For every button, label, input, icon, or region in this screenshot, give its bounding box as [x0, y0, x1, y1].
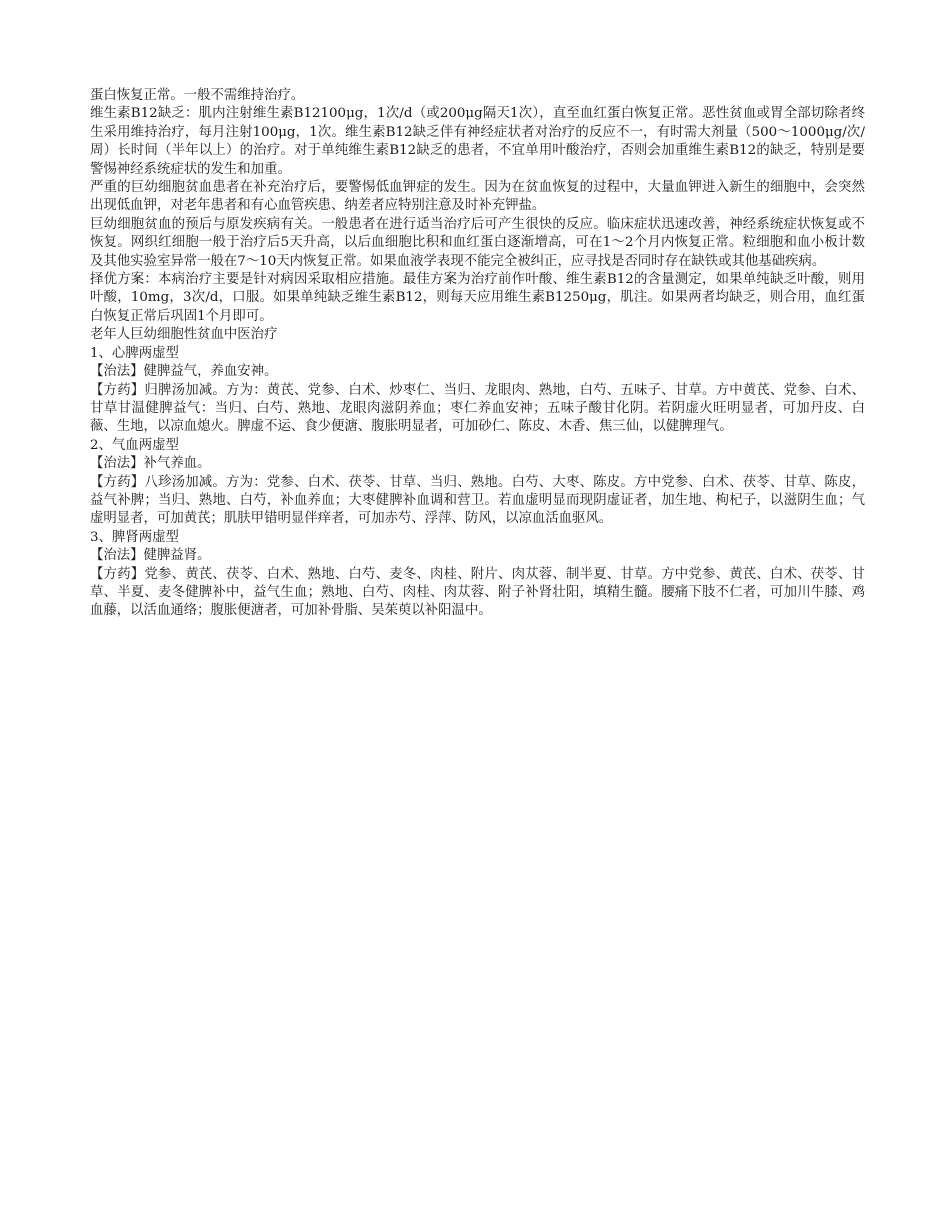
document-body — [90, 87, 865, 621]
prescription-2: 【方药】八珍汤加减。方为：党参、白术、茯苓、甘草、当归、熟地。白芍、大枣、陈皮。方中党参、白术、茯苓、甘草、陈皮，益气补脾；当归、熟地、白芍，补血养血；大枣健脾补血调和营卫。若血虚明显而现阴虚证者，加生地、枸杞子，以滋阴生血；气虚明显者，可加黄芪；肌肤甲错明显伴痒者，可加赤芍、浮萍、防风，以凉血活血驱风。 — [90, 474, 865, 527]
treatment-method-1: 【治法】健脾益气，养血安神。 — [90, 364, 278, 380]
paragraph-b12-deficiency: 维生素B12缺乏：肌内注射维生素B12100μg，1次/d（或200μg隔天1次），直至血红蛋白恢复正常。恶性贫血或胃全部切除者终生采用维持治疗，每月注射100μg，1次。维生素B12缺乏伴有神经症状者对治疗的反应不一，有时需大剂量（500～1000μg/次/周）长时间（半年以上）的治疗。对于单纯维生素B12缺乏的患者，不宜单用叶酸治疗，否则会加重维生素B12的缺乏，特别是要警惕神经系统症状的发生和加重。 — [90, 106, 865, 177]
subheading-spleen-kidney: 3、脾肾两虚型 — [90, 529, 179, 545]
paragraph-continuation: 蛋白恢复正常。一般不需维持治疗。 — [90, 88, 305, 103]
section-heading-tcm: 老年人巨幼细胞性贫血中医治疗 — [90, 327, 278, 343]
prescription-3: 【方药】党参、黄芪、茯苓、白术、熟地、白芍、麦冬、肉桂、附片、肉苁蓉、制半夏、甘草。方中党参、黄芪、白术、茯苓、甘草、半夏、麦冬健脾补中，益气生血；熟地、白芍、肉桂、肉苁蓉、附子补肾壮阳，填精生髓。腰痛下肢不仁者，可加川牛膝、鸡血藤，以活血通络；腹胀便溏者，可加补骨脂、吴茱萸以补阳温中。 — [90, 566, 865, 619]
subheading-qi-blood: 2、气血两虚型 — [90, 437, 179, 453]
prescription-1: 【方药】归脾汤加减。方为：黄芪、党参、白术、炒枣仁、当归、龙眼肉、熟地，白芍、五味子、甘草。方中黄芪、党参、白术、甘草甘温健脾益气：当归、白芍、熟地、龙眼肉滋阴养血；枣仁养血安神；五味子酸甘化阴。若阴虚火旺明显者，可加丹皮、白薇、生地，以凉血熄火。脾虚不运、食少便溏、腹胀明显者，可加砂仁、陈皮、木香、焦三仙，以健脾理气。 — [90, 382, 865, 435]
treatment-method-3: 【治法】健脾益肾。 — [90, 548, 211, 564]
paragraph-prognosis: 巨幼细胞贫血的预后与原发疾病有关。一般患者在进行适当治疗后可产生很快的反应。临床症状迅速改善，神经系统症状恢复或不恢复。网织红细胞一般于治疗后5天升高，以后血细胞比积和血红蛋白逐渐增高，可在1～2个月内恢复正常。粒细胞和血小板计数及其他实验室异常一般在7～10天内恢复正常。如果血液学表现不能完全被纠正，应寻找是否同时存在缺铁或其他基础疾病。 — [90, 216, 865, 269]
paragraph-hypokalemia: 严重的巨幼细胞贫血患者在补充治疗后，要警惕低血钾症的发生。因为在贫血恢复的过程中，大量血钾进入新生的细胞中，会突然出现低血钾，对老年患者和有心血管疾患、纳差者应特别注意及时补充钾盐。 — [90, 180, 865, 214]
paragraph-optimal-plan: 择优方案：本病治疗主要是针对病因采取相应措施。最佳方案为治疗前作叶酸、维生素B12的含量测定，如果单纯缺乏叶酸，则用叶酸，10mg，3次/d，口服。如果单纯缺乏维生素B12，则每天应用维生素B1250μg，肌注。如果两者均缺乏，则合用，血红蛋白恢复正常后巩固1个月即可。 — [90, 272, 865, 324]
subheading-heart-spleen: 1、心脾两虚型 — [90, 345, 179, 361]
treatment-method-2: 【治法】补气养血。 — [90, 456, 211, 472]
